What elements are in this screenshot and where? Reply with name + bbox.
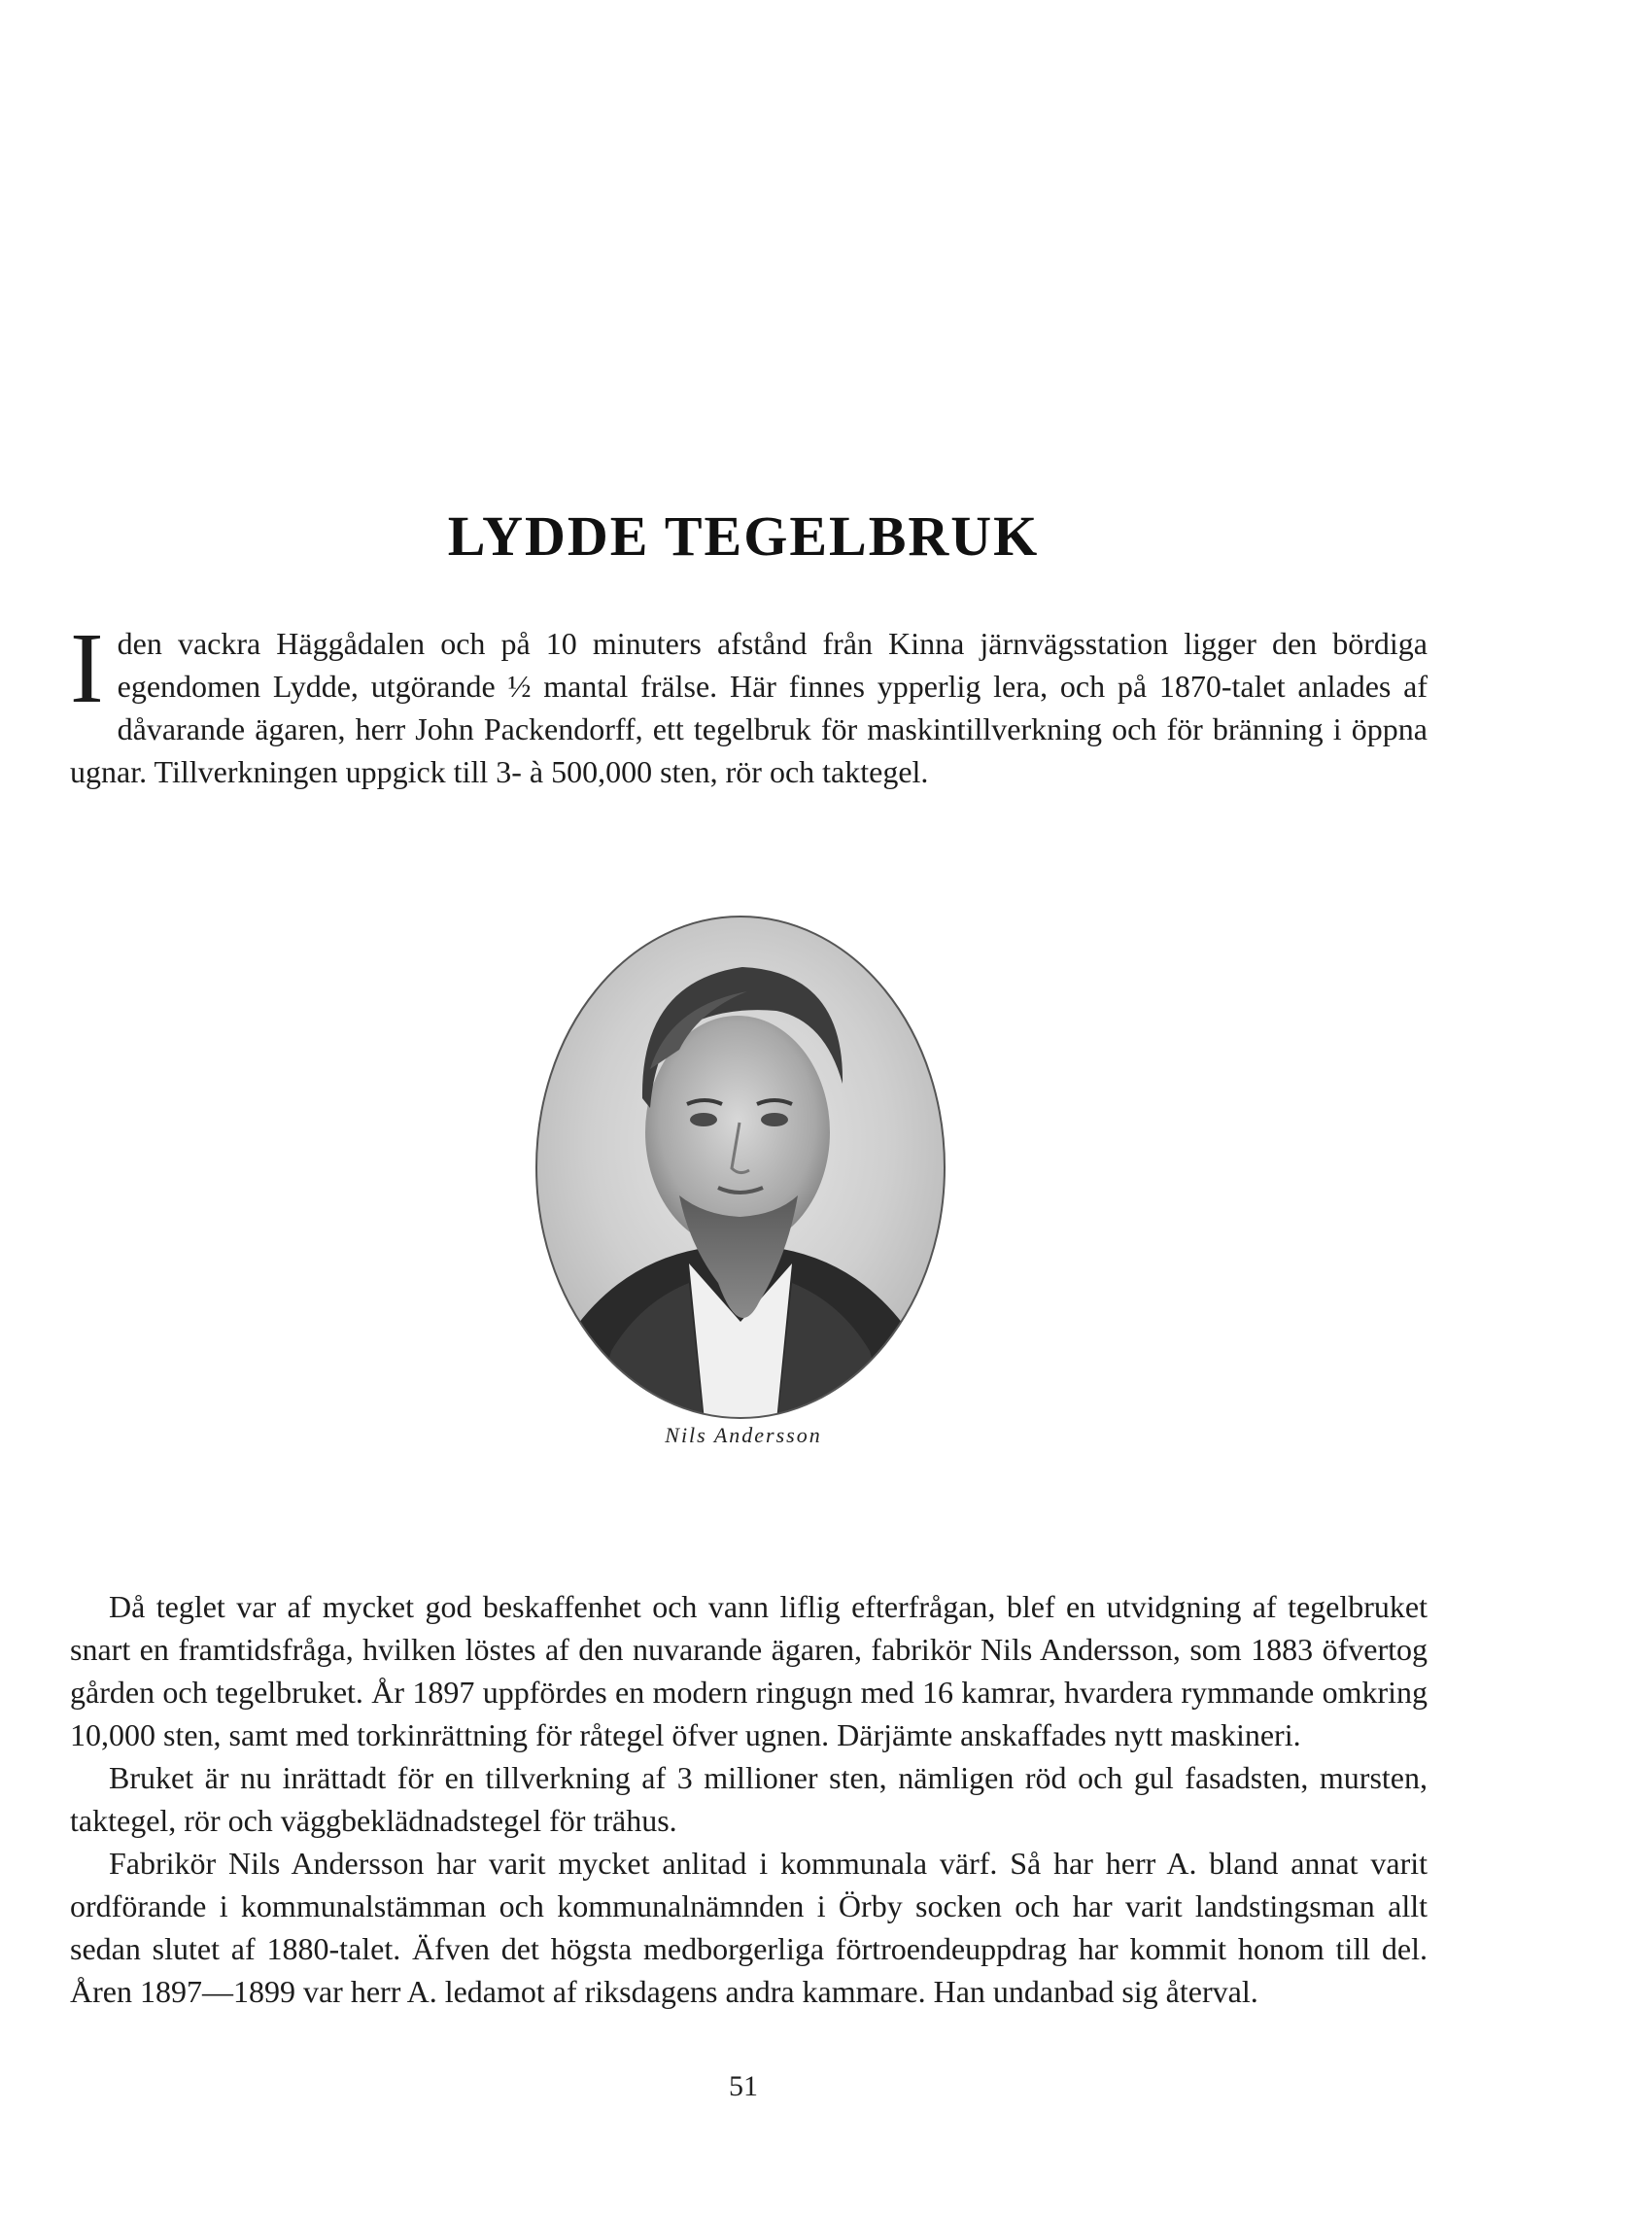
- body-paragraph-2: Bruket är nu inrättadt för en tillverkning af 3 millioner sten, nämligen röd och gul fasadsten, mursten, taktegel, rör och väggbeklädnadstegel för trähus.: [70, 1760, 1428, 1838]
- portrait-illustration: [533, 914, 947, 1421]
- body-paragraph-3: Fabrikör Nils Andersson har varit mycket anlitad i kommunala värf. Så har herr A. bland annat varit ordförande i kommunalstämman och kommunalnämnden i Örby socken och har varit landstingsman allt sedan slutet af 1880-talet. Äfven det högsta medborgerliga förtroendeuppdrag har kommit honom till del. Åren 1897—1899 var herr A. ledamot af riksdagens andra kammare. Han undanbad sig återval.: [70, 1846, 1428, 2009]
- portrait-caption: Nils Andersson: [665, 1423, 822, 1447]
- page-title: LYDDE TEGELBRUK: [447, 504, 1040, 568]
- body-paragraph-1: Då teglet var af mycket god beskaffenhet och vann liflig efterfrågan, blef en utvidgning af tegelbruket snart en framtidsfråga, hvilken löstes af den nuvarande ägaren, fabrikör Nils Andersson, som 1883 öfvertog gården och tegelbruket. År 1897 uppfördes en modern ringugn med 16 kamrar, hvardera rymmande omkring 10,000 sten, samt med torkinrättning för råtegel öfver ugnen. Därjämte anskaffades nytt maskineri.: [70, 1589, 1428, 1752]
- portrait-photo: [533, 914, 947, 1421]
- intro-text: [70, 612, 1428, 793]
- intro-paragraph: Iden vackra Häggådalen och på 10 minuters afstånd från Kinna järnvägsstation ligger den bördiga egendomen Lydde, utgörande ½ mantal frälse. Här finnes ypperlig lera, och på 1870-talet anlades af dåvarande ägaren, herr John Packendorff, ett tegelbruk för maskintillverkning och för bränning i öppna ugnar. Tillverkningen uppgick till 3- à 500,000 sten, rör och taktegel.: [70, 612, 1428, 789]
- page-number: 51: [729, 2070, 758, 2102]
- body-text: [70, 1585, 1428, 2013]
